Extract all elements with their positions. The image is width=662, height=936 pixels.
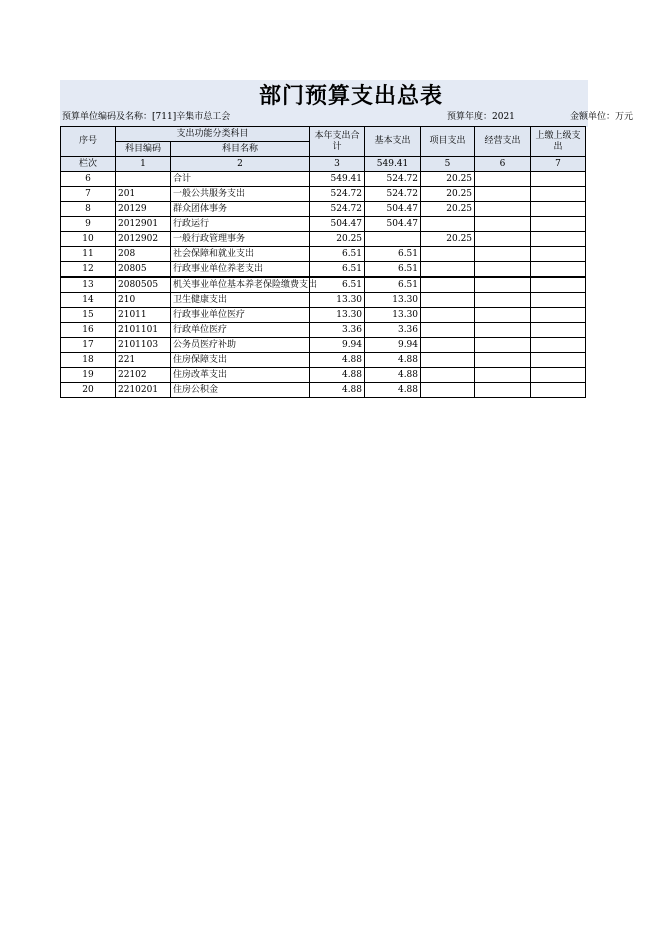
row-name-cell: 住房改革支出	[171, 368, 310, 383]
row-project-cell	[421, 217, 475, 232]
row-name-cell: 一般公共服务支出	[171, 187, 310, 202]
row-seq-cell: 12	[61, 262, 116, 278]
column-index-row	[61, 157, 586, 172]
row-code-cell: 20129	[116, 202, 171, 217]
row-operating-cell	[475, 383, 531, 398]
row-operating-cell	[475, 277, 531, 293]
row-upper-cell	[531, 368, 586, 383]
row-seq-cell: 11	[61, 247, 116, 262]
row-basic-cell: 6.51	[365, 277, 421, 293]
row-basic-cell: 13.30	[365, 293, 421, 308]
budget-table	[60, 126, 586, 398]
row-operating-cell	[475, 293, 531, 308]
row-operating-cell	[475, 262, 531, 278]
year-label: 预算年度：2021	[447, 112, 515, 122]
row-basic-cell: 524.72	[365, 172, 421, 187]
row-code-cell: 22102	[116, 368, 171, 383]
col-index-cell: 549.41	[365, 157, 421, 172]
row-project-cell	[421, 293, 475, 308]
table-row	[61, 353, 586, 368]
col-index-cell: 栏次	[61, 157, 116, 172]
row-total-cell: 524.72	[310, 202, 365, 217]
header-func-class: 支出功能分类科目	[116, 127, 310, 142]
row-basic-cell: 13.30	[365, 308, 421, 323]
amount-unit-label: 金额单位：万元	[570, 112, 634, 122]
col-index-cell: 6	[475, 157, 531, 172]
row-operating-cell	[475, 247, 531, 262]
row-total-cell: 6.51	[310, 262, 365, 278]
row-basic-cell: 524.72	[365, 187, 421, 202]
row-name-cell: 合计	[171, 172, 310, 187]
col-index-cell: 2	[171, 157, 310, 172]
row-upper-cell	[531, 383, 586, 398]
row-code-cell: 2080505	[116, 277, 171, 293]
row-name-cell: 一般行政管理事务	[171, 232, 310, 247]
table-row	[61, 247, 586, 262]
unit-label: 预算单位编码及名称：[711]辛集市总工会	[62, 112, 231, 122]
table-row	[61, 383, 586, 398]
row-basic-cell: 504.47	[365, 217, 421, 232]
row-name-cell: 公务员医疗补助	[171, 338, 310, 353]
table-row	[61, 323, 586, 338]
table-row	[61, 217, 586, 232]
header-basic: 基本支出	[365, 127, 421, 157]
row-name-cell: 群众团体事务	[171, 202, 310, 217]
header-name: 科目名称	[171, 142, 310, 157]
row-code-cell: 2210201	[116, 383, 171, 398]
row-operating-cell	[475, 172, 531, 187]
row-seq-cell: 20	[61, 383, 116, 398]
row-code-cell: 2101103	[116, 338, 171, 353]
row-name-cell: 行政事业单位养老支出	[171, 262, 310, 278]
row-seq-cell: 19	[61, 368, 116, 383]
row-basic-cell: 6.51	[365, 262, 421, 278]
row-total-cell: 4.88	[310, 353, 365, 368]
table-row	[61, 293, 586, 308]
row-project-cell	[421, 277, 475, 293]
row-upper-cell	[531, 262, 586, 278]
row-total-cell: 524.72	[310, 187, 365, 202]
row-basic-cell: 504.47	[365, 202, 421, 217]
row-total-cell: 9.94	[310, 338, 365, 353]
row-upper-cell	[531, 353, 586, 368]
row-seq-cell: 13	[61, 277, 116, 293]
row-seq-cell: 8	[61, 202, 116, 217]
table-row	[61, 232, 586, 247]
row-name-cell: 行政运行	[171, 217, 310, 232]
row-project-cell: 20.25	[421, 232, 475, 247]
row-operating-cell	[475, 308, 531, 323]
row-upper-cell	[531, 187, 586, 202]
col-index-cell: 5	[421, 157, 475, 172]
row-upper-cell	[531, 308, 586, 323]
row-seq-cell: 6	[61, 172, 116, 187]
row-total-cell: 4.88	[310, 383, 365, 398]
row-project-cell: 20.25	[421, 202, 475, 217]
row-basic-cell: 6.51	[365, 247, 421, 262]
row-upper-cell	[531, 247, 586, 262]
row-upper-cell	[531, 293, 586, 308]
page-title: 部门预算支出总表	[258, 84, 443, 109]
row-upper-cell	[531, 277, 586, 293]
row-operating-cell	[475, 368, 531, 383]
table-row	[61, 338, 586, 353]
table-row	[61, 277, 586, 293]
row-project-cell	[421, 368, 475, 383]
row-name-cell: 卫生健康支出	[171, 293, 310, 308]
row-basic-cell	[365, 232, 421, 247]
table-row	[61, 262, 586, 278]
row-upper-cell	[531, 217, 586, 232]
table-row	[61, 368, 586, 383]
row-seq-cell: 16	[61, 323, 116, 338]
row-code-cell: 2012901	[116, 217, 171, 232]
table-row	[61, 187, 586, 202]
row-seq-cell: 7	[61, 187, 116, 202]
row-basic-cell: 3.36	[365, 323, 421, 338]
table-row	[61, 172, 586, 187]
row-name-cell: 社会保障和就业支出	[171, 247, 310, 262]
row-project-cell	[421, 338, 475, 353]
row-code-cell: 210	[116, 293, 171, 308]
header-total: 本年支出合计	[310, 127, 365, 157]
row-total-cell: 549.41	[310, 172, 365, 187]
row-operating-cell	[475, 187, 531, 202]
row-code-cell: 20805	[116, 262, 171, 278]
row-total-cell: 6.51	[310, 247, 365, 262]
col-index-cell: 7	[531, 157, 586, 172]
row-total-cell: 13.30	[310, 308, 365, 323]
header-upper: 上缴上级支出	[531, 127, 586, 157]
row-total-cell: 20.25	[310, 232, 365, 247]
row-seq-cell: 9	[61, 217, 116, 232]
row-upper-cell	[531, 232, 586, 247]
row-basic-cell: 9.94	[365, 338, 421, 353]
row-operating-cell	[475, 323, 531, 338]
row-code-cell: 201	[116, 187, 171, 202]
row-project-cell: 20.25	[421, 172, 475, 187]
row-name-cell: 住房公积金	[171, 383, 310, 398]
row-code-cell	[116, 172, 171, 187]
row-name-cell: 行政单位医疗	[171, 323, 310, 338]
row-basic-cell: 4.88	[365, 368, 421, 383]
row-basic-cell: 4.88	[365, 353, 421, 368]
row-total-cell: 13.30	[310, 293, 365, 308]
row-operating-cell	[475, 353, 531, 368]
row-seq-cell: 14	[61, 293, 116, 308]
row-code-cell: 21011	[116, 308, 171, 323]
row-basic-cell: 4.88	[365, 383, 421, 398]
row-seq-cell: 17	[61, 338, 116, 353]
row-operating-cell	[475, 202, 531, 217]
col-index-cell: 1	[116, 157, 171, 172]
header-seq: 序号	[61, 127, 116, 157]
row-code-cell: 2012902	[116, 232, 171, 247]
row-operating-cell	[475, 217, 531, 232]
row-seq-cell: 15	[61, 308, 116, 323]
row-name-cell: 机关事业单位基本养老保险缴费支出	[171, 277, 310, 293]
row-project-cell	[421, 262, 475, 278]
row-project-cell	[421, 323, 475, 338]
row-total-cell: 4.88	[310, 368, 365, 383]
row-operating-cell	[475, 338, 531, 353]
row-total-cell: 3.36	[310, 323, 365, 338]
row-total-cell: 504.47	[310, 217, 365, 232]
row-upper-cell	[531, 323, 586, 338]
row-code-cell: 221	[116, 353, 171, 368]
row-name-cell: 住房保障支出	[171, 353, 310, 368]
row-operating-cell	[475, 232, 531, 247]
row-upper-cell	[531, 202, 586, 217]
row-total-cell: 6.51	[310, 277, 365, 293]
row-project-cell	[421, 353, 475, 368]
row-project-cell	[421, 247, 475, 262]
row-project-cell: 20.25	[421, 187, 475, 202]
row-project-cell	[421, 383, 475, 398]
row-seq-cell: 10	[61, 232, 116, 247]
row-upper-cell	[531, 172, 586, 187]
row-name-cell: 行政事业单位医疗	[171, 308, 310, 323]
row-code-cell: 208	[116, 247, 171, 262]
row-project-cell	[421, 308, 475, 323]
table-row	[61, 202, 586, 217]
header-code: 科目编码	[116, 142, 171, 157]
row-code-cell: 2101101	[116, 323, 171, 338]
row-upper-cell	[531, 338, 586, 353]
header-project: 项目支出	[421, 127, 475, 157]
row-seq-cell: 18	[61, 353, 116, 368]
header-operating: 经营支出	[475, 127, 531, 157]
col-index-cell: 3	[310, 157, 365, 172]
table-row	[61, 308, 586, 323]
